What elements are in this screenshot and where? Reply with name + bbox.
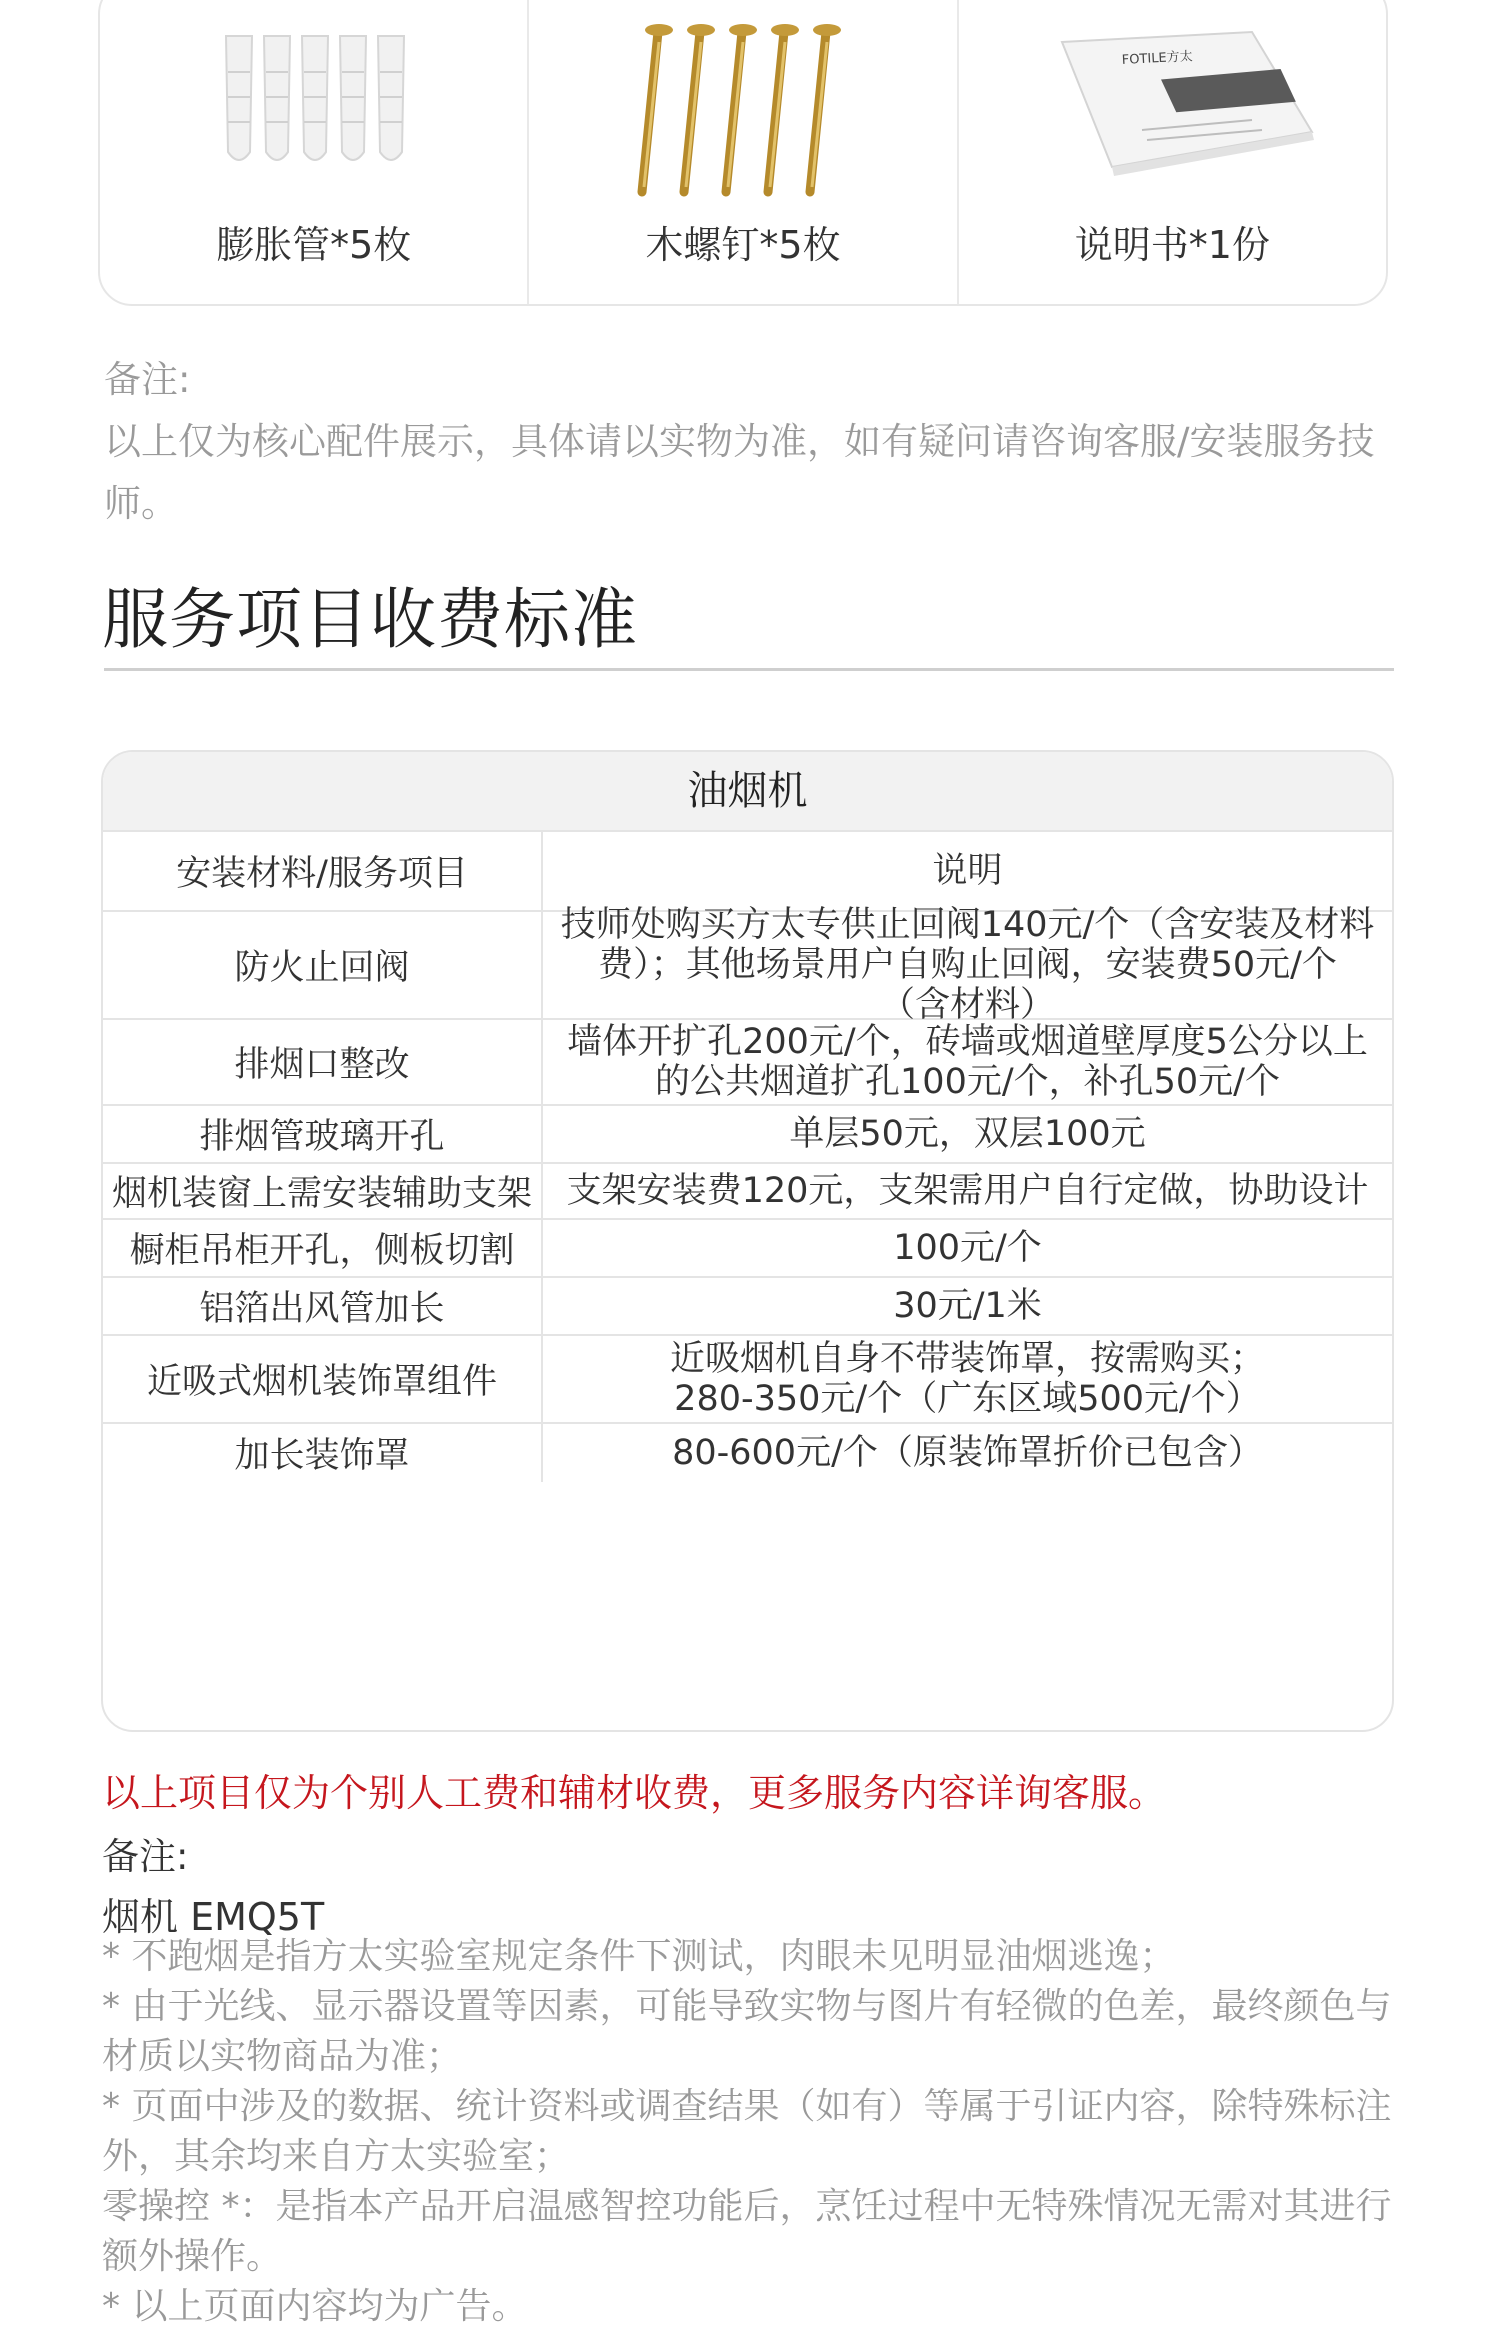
row-item: 烟机装窗上需安装辅助支架 (103, 1164, 543, 1218)
wood-screw-icon (628, 2, 858, 202)
row-desc (543, 1336, 1392, 1422)
table-row (103, 1020, 1392, 1106)
table-row (103, 905, 1392, 1025)
fee-table (101, 750, 1394, 1732)
accessory-label: 说明书*1份 (1074, 223, 1270, 267)
section-divider (104, 668, 1394, 671)
fee-table-title: 油烟机 (103, 752, 1392, 832)
note-text: 以上仅为核心配件展示，具体请以实物为准，如有疑问请咨询客服/安装服务技师。 (104, 420, 1375, 525)
table-row (103, 1106, 1392, 1164)
row-desc-line: 的公共烟道扩孔100元/个，补孔50元/个 (655, 1062, 1280, 1102)
row-desc-line: 近吸烟机自身不带装饰罩，按需购买； (669, 1339, 1265, 1379)
row-item: 铝箔出风管加长 (103, 1278, 543, 1334)
table-header-desc: 说明 (932, 851, 1003, 891)
row-item: 加长装饰罩 (103, 1424, 543, 1482)
row-desc (543, 1020, 1392, 1104)
row-desc: 单层50元，双层100元 (789, 1114, 1146, 1154)
accessories-note (104, 349, 1394, 535)
disclaimer-item: * 以上页面内容均为广告。 (102, 2286, 528, 2327)
note-label: 备注: (104, 358, 191, 401)
table-row (103, 1220, 1392, 1278)
table-row (103, 1164, 1392, 1220)
accessories-card (98, 0, 1388, 306)
row-desc (543, 905, 1392, 1025)
model-name: 烟机 EMQ5T (102, 1895, 325, 1939)
table-header-row (103, 832, 1392, 912)
table-row (103, 1336, 1392, 1424)
table-row (103, 1424, 1392, 1482)
disclaimer-item: * 由于光线、显示器设置等因素，可能导致实物与图片有轻微的色差，最终颜色与材质以实物商品为准； (102, 1986, 1392, 2077)
row-item: 橱柜吊柜开孔，侧板切割 (103, 1220, 543, 1276)
row-desc-line: 280-350元/个（广东区域500元/个） (674, 1379, 1261, 1419)
manual-icon (1022, 2, 1322, 192)
accessory-wood-screws (529, 0, 958, 304)
row-desc-line: （含材料） (879, 985, 1055, 1025)
accessory-label: 膨胀管*5枚 (216, 223, 412, 267)
accessory-manual (959, 0, 1386, 304)
expansion-tube-icon (214, 2, 414, 172)
row-item: 排烟口整改 (103, 1020, 543, 1104)
row-item: 防火止回阀 (103, 912, 543, 1018)
row-desc: 30元/1米 (893, 1286, 1042, 1326)
row-desc: 80-600元/个（原装饰罩折价已包含） (672, 1433, 1263, 1473)
row-item: 近吸式烟机装饰罩组件 (103, 1336, 543, 1422)
row-desc: 100元/个 (893, 1228, 1042, 1268)
table-row (103, 1278, 1392, 1336)
fee-disclaimer: 以上项目仅为个别人工费和辅材收费，更多服务内容详询客服。 (102, 1771, 1167, 1815)
row-desc: 支架安装费120元，支架需用户自行定做，协助设计 (566, 1171, 1369, 1211)
disclaimer-item: 零操控 *：是指本产品开启温感智控功能后，烹饪过程中无特殊情况无需对其进行额外操作。 (102, 2186, 1392, 2277)
row-desc-line: 技师处购买方太专供止回阀140元/个（含安装及材料 (560, 905, 1375, 945)
row-item: 排烟管玻璃开孔 (103, 1106, 543, 1162)
accessory-expansion-tubes (100, 0, 529, 304)
manual-brand-text: FOTILE方太 (1121, 49, 1194, 68)
disclaimer-item: * 不跑烟是指方太实验室规定条件下测试，肉眼未见明显油烟逃逸； (102, 1936, 1176, 1977)
note-label: 备注: (102, 1835, 189, 1878)
row-desc-line: 费）；其他场景用户自购止回阀，安装费50元/个 (598, 945, 1337, 985)
page-title: 服务项目收费标准 (102, 581, 638, 658)
disclaimer-item: * 页面中涉及的数据、统计资料或调查结果（如有）等属于引证内容，除特殊标注外，其余均来自方太实验室； (102, 2086, 1392, 2177)
table-header-item: 安装材料/服务项目 (103, 832, 543, 910)
accessory-label: 木螺钉*5枚 (645, 223, 841, 267)
disclaimer-list (102, 1932, 1402, 2332)
row-desc-line: 墙体开扩孔200元/个，砖墙或烟道壁厚度5公分以上 (567, 1022, 1368, 1062)
